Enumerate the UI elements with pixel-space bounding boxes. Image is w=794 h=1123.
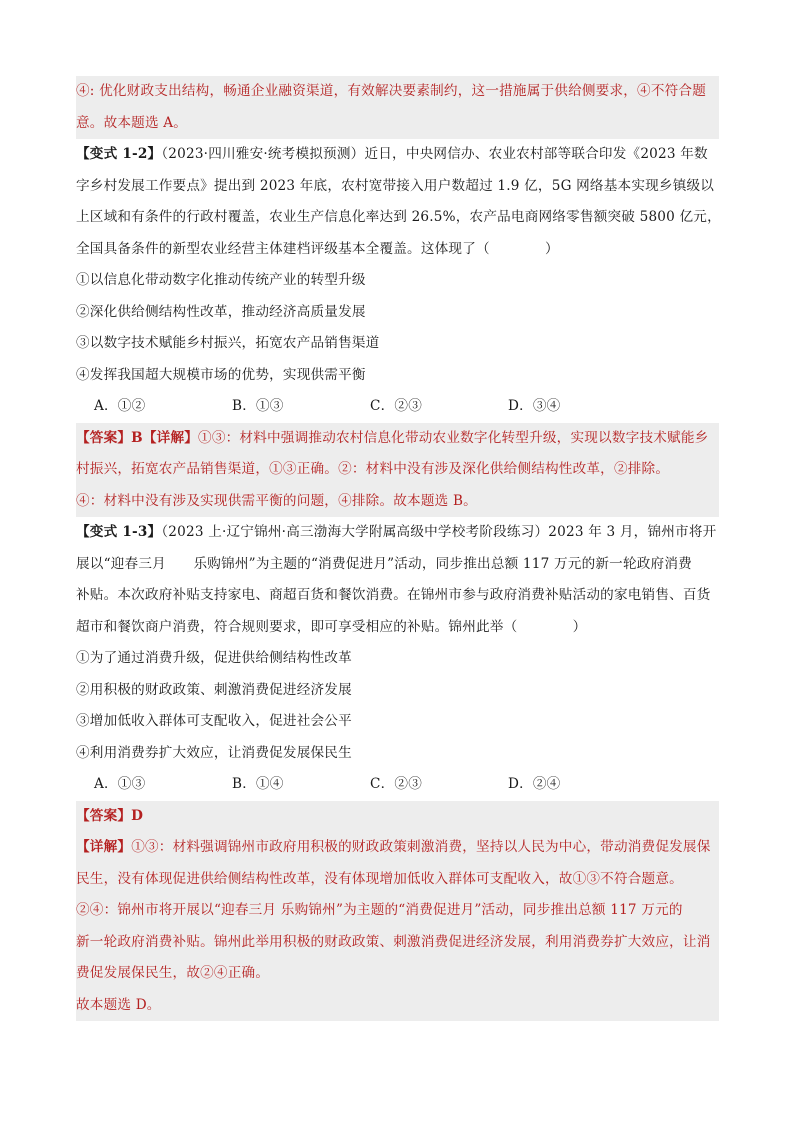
q3-option-c: C．②③	[370, 776, 422, 792]
q3-option-b: B．①④	[232, 776, 284, 792]
q3-option-d: D．②④	[508, 776, 561, 792]
q3-item-2: ②用积极的财政政策、刺激消费促进经济发展	[76, 681, 352, 698]
q3-conclusion: 故本题选 D。	[76, 990, 719, 1022]
q3-analysis-line-1	[76, 832, 719, 864]
q3-analysis-line-2: 民生，没有体现促进供给侧结构性改革，没有体现增加低收入群体可支配收入，故①③不符合题意。	[76, 864, 719, 896]
q3-detail-tag: 【详解】	[76, 839, 132, 855]
q3-answer: 【答案】D	[76, 801, 719, 833]
q3-analysis-text-3: ：锦州市将开展以“迎春三月 乐购锦州”为主题的“消费促进月”活动，同步推出总额 117 万元的	[103, 902, 683, 918]
q2-option-b: B．①③	[232, 398, 284, 414]
q2-item-3: ③以数字技术赋能乡村振兴，拓宽农产品销售渠道	[76, 335, 380, 351]
q2-analysis-line-3: ④：材料中没有涉及实现供需平衡的问题，④排除。故本题选 B。	[76, 486, 719, 518]
q2-stem-line-4: 全国具备条件的新型农业经营主体建档评级基本全覆盖。这体现了（ ）	[76, 240, 559, 257]
q2-analysis-line-1	[76, 423, 719, 455]
q2-tag: 【变式 1-2】	[76, 146, 162, 162]
q3-analysis-line-3	[76, 895, 719, 927]
q2-stem-text-1: （2023·四川雅安·统考模拟预测）近日，中央网信办、农业农村部等联合印发《2023 年数	[161, 146, 708, 162]
q2-analysis-line-2: 村振兴，拓宽农产品销售渠道，①③正确。②：材料中没有涉及深化供给侧结构性改革，②排除。	[76, 454, 719, 486]
q3-stem-text-1: （2023 上·辽宁锦州·高三渤海大学附属高级中学校考阶段练习）2023 年 3 月，锦州市将开	[161, 524, 717, 540]
q2-option-d: D．③④	[508, 398, 561, 414]
q3-options	[76, 769, 719, 801]
q3-stem-line-1	[76, 517, 719, 549]
q3-analysis-line-5: 费促发展保民生，故②④正确。	[76, 958, 719, 990]
q3-stem-line-4: 超市和餐饮商户消费，符合规则要求，即可享受相应的补贴。锦州此举（ ）	[76, 618, 587, 635]
q2-options	[76, 391, 719, 423]
prev-analysis-line-1: ④: 优化财政支出结构，畅通企业融资渠道，有效解决要素制约，这一措施属于供给侧要求，④不符合题	[76, 76, 719, 108]
q2-option-c: C．②③	[370, 398, 422, 414]
q2-stem-line-2: 字乡村发展工作要点》提出到 2023 年底，农村宽带接入用户数超过 1.9 亿，5G 网络基本实现乡镇级以	[76, 177, 715, 194]
q3-analysis-line-4: 新一轮政府消费补贴。锦州此举用积极的财政政策、刺激消费促进经济发展，利用消费券扩大效应，让消	[76, 927, 719, 959]
q3-item-1: ①为了通过消费升级，促进供给侧结构性改革	[76, 650, 352, 666]
q3-item-4: ④利用消费券扩大效应，让消费促发展保民生	[76, 744, 352, 761]
q3-stem-line-3: 补贴。本次政府补贴支持家电、商超百货和餐饮消费。在锦州市参与政府消费补贴活动的家电销售、百货	[76, 587, 711, 603]
q3-item-3: ③增加低收入群体可支配收入，促进社会公平	[76, 713, 352, 729]
q3-stem-line-2: 展以“迎春三月 乐购锦州”为主题的“消费促进月”活动，同步推出总额 117 万元的新一轮政府消费	[76, 555, 692, 572]
q3-tag: 【变式 1-3】	[76, 524, 162, 540]
q3-analysis-text-1: ①③：材料强调锦州市政府用积极的财政政策刺激消费，坚持以人民为中心，带动消费促发展保	[131, 839, 711, 855]
q2-item-2: ②深化供给侧结构性改革，推动经济高质量发展	[76, 303, 366, 320]
q2-analysis-text-1: ①③：材料中强调推动农村信息化带动农业数字化转型升级，实现以数字技术赋能乡	[198, 429, 709, 446]
q2-stem-line-3: 上区域和有条件的行政村覆盖，农业生产信息化率达到 26.5%，农产品电商网络零售额突破 5800 亿元，	[76, 209, 721, 225]
prev-analysis-line-2: 意。故本题选 A。	[76, 108, 719, 140]
q3-analysis-marker: ②④	[76, 902, 104, 918]
q2-answer-tag: 【答案】B【详解】	[76, 429, 199, 446]
q2-stem-line-1	[76, 139, 719, 171]
document-page	[76, 76, 719, 1021]
q3-option-a: A．①③	[94, 776, 146, 792]
q2-item-4: ④发挥我国超大规模市场的优势，实现供需平衡	[76, 366, 366, 383]
q2-option-a: A．①②	[94, 398, 146, 414]
q2-item-1: ①以信息化带动数字化推动传统产业的转型升级	[76, 272, 366, 288]
